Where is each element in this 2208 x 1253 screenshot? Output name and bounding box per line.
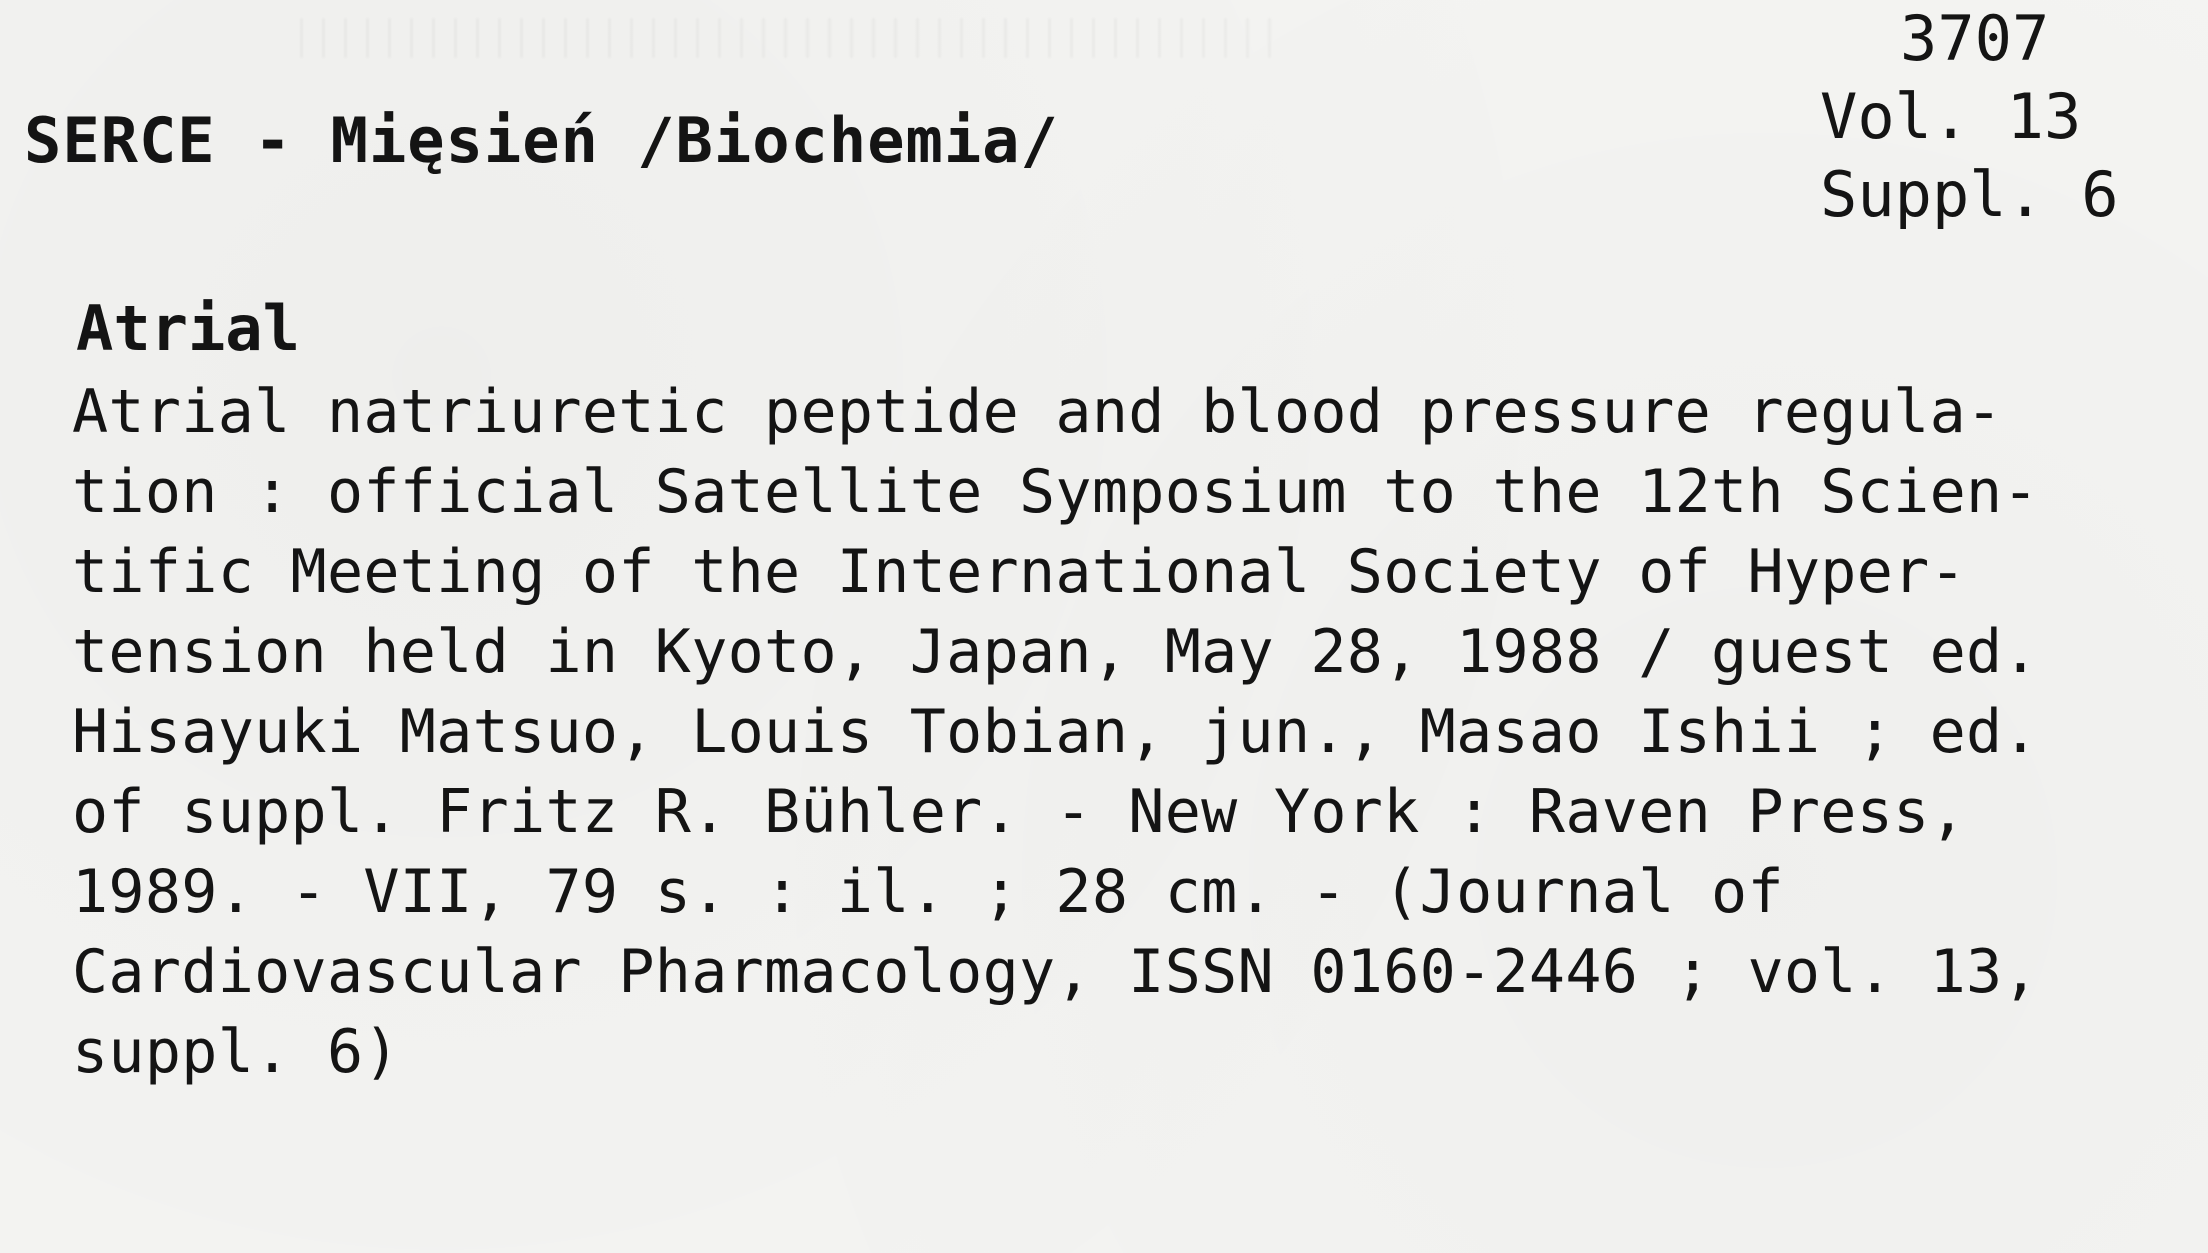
bibliographic-description [72,372,2039,1092]
entry-heading: Atrial [76,292,300,365]
call-number-volume: Vol. 13 [1820,80,2082,153]
description-line: Atrial natriuretic peptide and blood pressure regula- [72,377,2003,447]
description-line: tension held in Kyoto, Japan, May 28, 1988 / guest ed. [72,617,2039,687]
description-line: suppl. 6) [72,1017,400,1087]
call-number-supplement: Suppl. 6 [1820,158,2119,231]
description-line: Cardiovascular Pharmacology, ISSN 0160-2446 ; vol. 13, [72,937,2039,1007]
description-line: tific Meeting of the International Society of Hyper- [72,537,1966,607]
call-number [1820,0,2180,234]
description-line: 1989. - VII, 79 s. : il. ; 28 cm. - (Journal of [72,857,1784,927]
subject-heading: SERCE - Mięsień /Biochemia/ [24,104,1059,177]
call-number-id: 3707 [1900,2,2050,75]
description-line: tion : official Satellite Symposium to the 12th Scien- [72,457,2039,527]
faded-top-marks [300,18,1280,58]
description-line: Hisayuki Matsuo, Louis Tobian, jun., Masao Ishii ; ed. [72,697,2039,767]
description-line: of suppl. Fritz R. Bühler. - New York : Raven Press, [72,777,1966,847]
